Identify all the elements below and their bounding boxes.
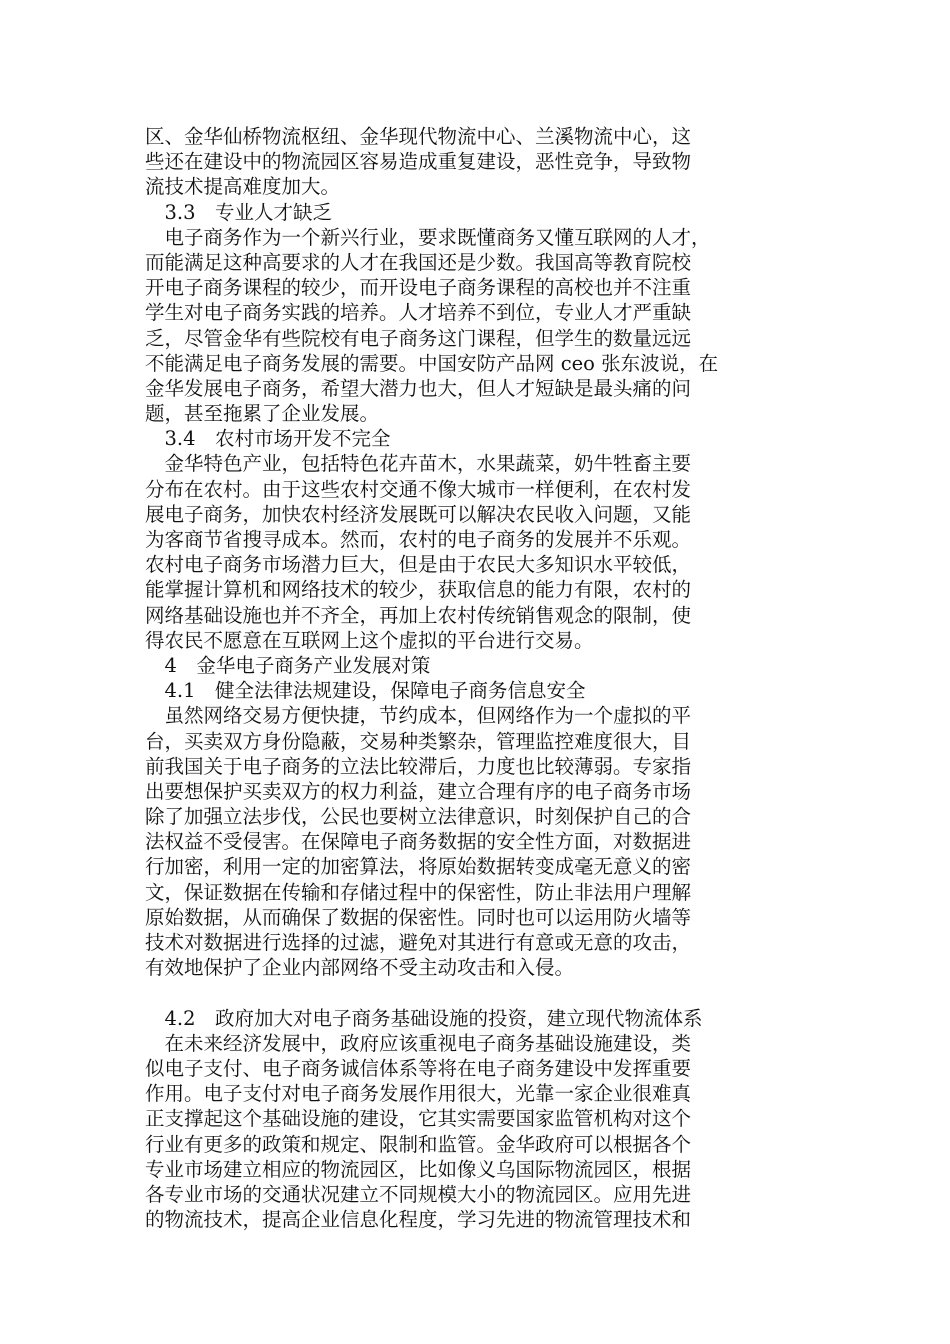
text-line: 网络基础设施也并不齐全，再加上农村传统销售观念的限制，使	[145, 603, 692, 627]
text-line: 区、金华仙桥物流枢纽、金华现代物流中心、兰溪物流中心，这	[145, 125, 692, 148]
paragraph-gap	[145, 980, 805, 1005]
text-line: 电子商务作为一个新兴行业，要求既懂商务又懂互联网的人才，	[145, 225, 711, 249]
text-line: 分布在农村。由于这些农村交通不像大城市一样便利，在农村发	[145, 477, 692, 501]
section-heading-3-4: 3.4 农村市场开发不完全	[145, 427, 391, 451]
text-line: 各专业市场的交通状况建立不同规模大小的物流园区。应用先进	[145, 1182, 692, 1206]
text-line: 虽然网络交易方便快捷，节约成本，但网络作为一个虚拟的平	[145, 704, 692, 728]
text-line: 作用。电子支付对电子商务发展作用很大，光靠一家企业很难真	[145, 1082, 692, 1106]
text-line: 似电子支付、电子商务诚信体系等将在电子商务建设中发挥重要	[145, 1056, 692, 1080]
document-page	[145, 124, 805, 1232]
text-line: 台，买卖双方身份隐蔽，交易种类繁杂，管理监控难度很大，目	[145, 729, 692, 753]
section-heading-4-2: 4.2 政府加大对电子商务基础设施的投资，建立现代物流体系	[145, 1006, 703, 1030]
text-line: 金华发展电子商务，希望大潜力也大，但人才短缺是最头痛的问	[145, 376, 692, 400]
text-line: 些还在建设中的物流园区容易造成重复建设，恶性竞争，导致物	[145, 150, 692, 174]
text-line: 能掌握计算机和网络技术的较少，获取信息的能力有限，农村的	[145, 578, 692, 602]
text-line: 前我国关于电子商务的立法比较滞后，力度也比较薄弱。专家指	[145, 754, 692, 778]
text-line: 专业市场建立相应的物流园区，比如像义乌国际物流园区，根据	[145, 1157, 692, 1181]
text-line: 的物流技术，提高企业信息化程度，学习先进的物流管理技术和	[145, 1208, 692, 1232]
text-line: 原始数据，从而确保了数据的保密性。同时也可以运用防火墙等	[145, 905, 692, 929]
text-line: 技术对数据进行选择的过滤，避免对其进行有意或无意的攻击，	[145, 931, 692, 954]
text-line: 法权益不受侵害。在保障电子商务数据的安全性方面，对数据进	[145, 830, 692, 854]
text-line: 文，保证数据在传输和存储过程中的保密性，防止非法用户理解	[145, 880, 692, 904]
text-line: 流技术提高难度加大。	[145, 175, 341, 199]
text-line: 行加密，利用一定的加密算法，将原始数据转变成毫无意义的密	[145, 855, 692, 879]
section-heading-4-1: 4.1 健全法律法规建设，保障电子商务信息安全	[145, 679, 586, 703]
text-line: 有效地保护了企业内部网络不受主动攻击和入侵。	[145, 956, 575, 980]
text-line: 出要想保护买卖双方的权力利益，建立合理有序的电子商务市场	[145, 779, 692, 803]
text-line: 题，甚至拖累了企业发展。	[145, 402, 380, 426]
text-line: 行业有更多的政策和规定、限制和监管。金华政府可以根据各个	[145, 1132, 692, 1156]
text-line: 为客商节省搜寻成本。然而，农村的电子商务的发展并不乐观。	[145, 528, 692, 551]
text-line: 农村电子商务市场潜力巨大，但是由于农民大多知识水平较低，	[145, 553, 692, 577]
text-line: 学生对电子商务实践的培养。人才培养不到位，专业人才严重缺	[145, 301, 692, 325]
section-heading-4: 4 金华电子商务产业发展对策	[145, 653, 431, 677]
text-line: 展电子商务，加快农村经济发展既可以解决农民收入问题，又能	[145, 502, 692, 526]
text-line: 乏，尽管金华有些院校有电子商务这门课程，但学生的数量远远	[145, 326, 692, 350]
text-line: 得农民不愿意在互联网上这个虚拟的平台进行交易。	[145, 628, 594, 652]
text-line: 除了加强立法步伐，公民也要树立法律意识，时刻保护自己的合	[145, 805, 692, 829]
text-line: 正支撑起这个基础设施的建设，它其实需要国家监管机构对这个	[145, 1107, 692, 1131]
text-line: 在未来经济发展中，政府应该重视电子商务基础设施建设，类	[145, 1031, 692, 1055]
text-line: 开电子商务课程的较少，而开设电子商务课程的高校也并不注重	[145, 276, 692, 300]
text-line: 不能满足电子商务发展的需要。中国安防产品网 ceo 张东波说，在	[145, 351, 719, 375]
section-heading-3-3: 3.3 专业人才缺乏	[145, 200, 333, 224]
text-line: 而能满足这种高要求的人才在我国还是少数。我国高等教育院校	[145, 250, 692, 274]
text-line: 金华特色产业，包括特色花卉苗木，水果蔬菜，奶牛牲畜主要	[145, 452, 692, 476]
